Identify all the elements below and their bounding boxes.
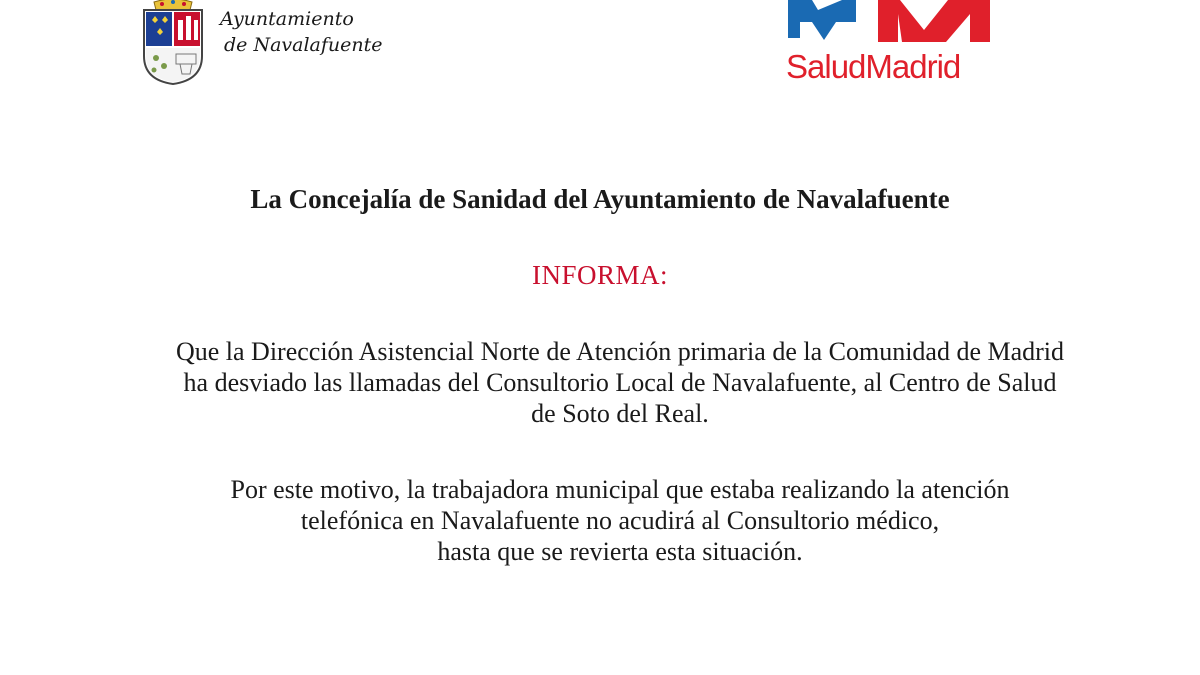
notice-informa: INFORMA: xyxy=(531,260,669,290)
paragraph-1-line: Que la Dirección Asistencial Norte de Atención primaria de la Comunidad de Madrid xyxy=(175,337,1065,366)
comunidad-madrid-m-logo-icon xyxy=(782,0,992,46)
notice-headline: La Concejalía de Sanidad del Ayuntamiento de Navalafuente xyxy=(250,184,950,214)
coat-of-arms-icon xyxy=(140,0,206,86)
paragraph-1-line: de Soto del Real. xyxy=(531,399,709,428)
municipality-line1: Ayuntamiento xyxy=(220,8,354,30)
notice-paragraph-1 xyxy=(0,336,1200,429)
paragraph-2-line: hasta que se revierta esta situación. xyxy=(437,537,803,566)
salud-madrid-logo xyxy=(782,0,992,90)
municipality-name xyxy=(220,6,383,58)
paragraph-2-line: Por este motivo, la trabajadora municipal que estaba realizando la atención xyxy=(230,475,1010,504)
municipality-line2: de Navalafuente xyxy=(224,34,383,56)
notice-paragraph-2 xyxy=(0,474,1200,567)
paragraph-2-line: telefónica en Navalafuente no acudirá al Consultorio médico, xyxy=(300,506,940,535)
municipal-header xyxy=(140,0,383,86)
paragraph-1-line: ha desviado las llamadas del Consultorio Local de Navalafuente, al Centro de Salud xyxy=(183,368,1057,397)
salud-madrid-wordmark: SaludMadrid xyxy=(786,48,961,85)
